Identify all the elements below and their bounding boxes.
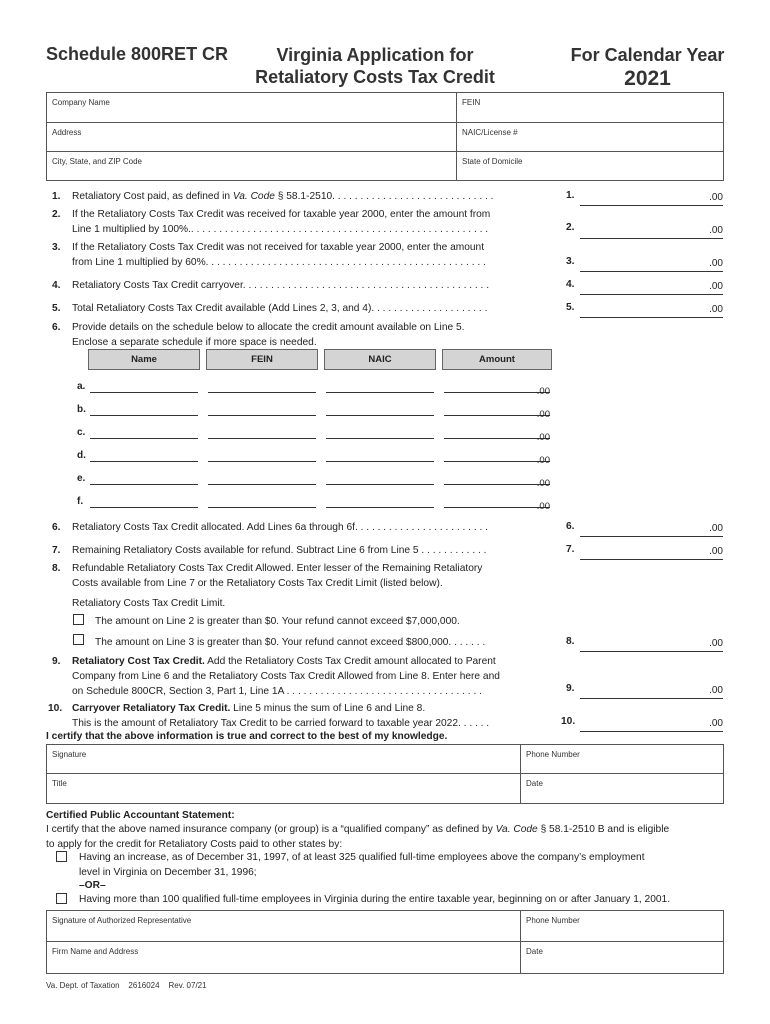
naic-field[interactable]: [457, 123, 723, 152]
line-2: [52, 207, 490, 237]
line-2-ref: 2.: [566, 222, 575, 233]
alloc-row-label: e.: [77, 473, 86, 484]
alloc-amount-cents: .00: [536, 409, 550, 420]
cpa-text-italic: Va. Code: [495, 824, 538, 835]
city-state-zip-field[interactable]: [47, 152, 457, 180]
alloc-amount-field[interactable]: [444, 473, 550, 489]
alloc-amount-cents: .00: [536, 501, 550, 512]
domicile-field[interactable]: [457, 152, 723, 180]
cpa-option-1: [79, 850, 645, 880]
line-4-number: 4.: [52, 280, 61, 291]
alloc-fein-field[interactable]: [208, 381, 316, 393]
line-10-ref: 10.: [561, 716, 576, 727]
fein-label: FEIN: [462, 98, 481, 107]
line-2-cents: .00: [709, 225, 723, 236]
line-5: [52, 301, 487, 316]
alloc-row-label: b.: [77, 404, 86, 415]
footer-dept: Va. Dept. of Taxation: [46, 981, 120, 990]
line-8: [52, 561, 482, 591]
line-1-text: Retaliatory Cost paid, as defined in: [72, 191, 233, 202]
line-1-text-rest: § 58.1-2510. . . . . . . . . . . . . . . . . . . . . . . . . . . . .: [274, 191, 494, 202]
alloc-amount-cents: .00: [536, 432, 550, 443]
alloc-row-label: c.: [77, 427, 86, 438]
line-1-number: 1.: [52, 191, 61, 202]
calendar-year-block: [560, 44, 735, 90]
alloc-amount-cents: .00: [536, 455, 550, 466]
line-6-instructions: [52, 320, 464, 350]
cpa-paragraph: [46, 822, 736, 852]
cpa-text-2: to apply for the credit for Retaliatory Costs paid to other states by:: [46, 839, 343, 850]
line-6-ref: 6.: [566, 521, 575, 532]
line-1-cents: .00: [709, 192, 723, 203]
limit-option-2-checkbox[interactable]: [73, 634, 84, 645]
line-10-bold: Carryover Retaliatory Tax Credit.: [72, 703, 231, 714]
cpa-firm-label: Firm Name and Address: [52, 947, 139, 956]
line-3-cents: .00: [709, 258, 723, 269]
alloc-header-naic: NAIC: [324, 349, 436, 370]
line-6-text1: Provide details on the schedule below to allocate the credit amount available on Line 5.: [72, 322, 465, 333]
alloc-amount-field[interactable]: [444, 450, 550, 466]
line-1-italic: Va. Code: [232, 191, 275, 202]
line-3-text2: from Line 1 multiplied by 60%. . . . . . . . . . . . . . . . . . . . . . . . . . . . . . . . . . . . . . . . . . . . . . . . . .: [72, 257, 486, 268]
line-6-total-text: Retaliatory Costs Tax Credit allocated. Add Lines 6a through 6f. . . . . . . . . . . . . . . . . . . . . . . .: [72, 522, 488, 533]
fein-field[interactable]: [457, 93, 723, 123]
alloc-naic-field[interactable]: [326, 450, 434, 462]
footer: [46, 981, 207, 990]
line-6-number: 6.: [52, 322, 61, 333]
line-9-ref: 9.: [566, 683, 575, 694]
line-10-number: 10.: [48, 703, 63, 714]
domicile-label: State of Domicile: [462, 157, 523, 166]
line-1-amount[interactable]: [580, 192, 723, 206]
form-title-line2: Retaliatory Costs Tax Credit: [255, 67, 495, 87]
alloc-name-field[interactable]: [90, 404, 198, 416]
line-4-amount[interactable]: [580, 281, 723, 295]
company-name-label: Company Name: [52, 98, 110, 107]
line-7-amount[interactable]: [580, 546, 723, 560]
line-5-ref: 5.: [566, 302, 575, 313]
footer-code: 2616024: [128, 981, 160, 990]
cpa-option-1-text-a: Having an increase, as of December 31, 1997, of at least 325 qualified full-time employees above the company’s employment: [79, 852, 645, 863]
city-state-zip-label: City, State, and ZIP Code: [52, 157, 142, 166]
line-7-text: Remaining Retaliatory Costs available for refund. Subtract Line 6 from Line 5 . . . . . . . . . . . .: [72, 545, 487, 556]
cpa-option-1-text-b: level in Virginia on December 31, 1996;: [79, 867, 257, 878]
certification-statement: I certify that the above information is true and correct to the best of my knowledge.: [46, 731, 448, 742]
line-10-text2: This is the amount of Retaliatory Tax Credit to be carried forward to taxable year 2022. . . . . .: [72, 718, 490, 729]
line-5-cents: .00: [709, 304, 723, 315]
alloc-header-name: Name: [88, 349, 200, 370]
alloc-amount-field[interactable]: [444, 381, 550, 397]
line-6-amount[interactable]: [580, 523, 723, 537]
alloc-name-field[interactable]: [90, 496, 198, 508]
line-5-text: Total Retaliatory Costs Tax Credit available (Add Lines 2, 3, and 4). . . . . . . . . . . . . . . . . . . . .: [72, 303, 488, 314]
naic-label: NAIC/License #: [462, 128, 518, 137]
limit-option-1-text: The amount on Line 2 is greater than $0. Your refund cannot exceed $7,000,000.: [95, 616, 460, 627]
line-8-text1: Refundable Retaliatory Costs Tax Credit Allowed. Enter lesser of the Remaining Retaliatory: [72, 563, 483, 574]
line-3-text1: If the Retaliatory Costs Tax Credit was not received for taxable year 2000, enter the amount: [72, 242, 485, 253]
alloc-name-field[interactable]: [90, 473, 198, 485]
cpa-heading: Certified Public Accountant Statement:: [46, 810, 235, 821]
line-3-amount[interactable]: [580, 258, 723, 272]
line-4-ref: 4.: [566, 279, 575, 290]
alloc-fein-field[interactable]: [208, 427, 316, 439]
line-7-ref: 7.: [566, 544, 575, 555]
line-10: [48, 701, 489, 731]
line-6-text2: Enclose a separate schedule if more space is needed.: [72, 337, 317, 348]
line-7-cents: .00: [709, 546, 723, 557]
credit-limit-label: Retaliatory Costs Tax Credit Limit.: [72, 598, 226, 609]
alloc-amount-cents: .00: [536, 478, 550, 489]
alloc-naic-field[interactable]: [326, 381, 434, 393]
alloc-name-field[interactable]: [90, 450, 198, 462]
line-9-number: 9.: [52, 656, 61, 667]
line-4-text: Retaliatory Costs Tax Credit carryover. . . . . . . . . . . . . . . . . . . . . . . . . . . . . . . . . . . . . . . . . . . .: [72, 280, 490, 291]
calendar-year-label: For Calendar Year: [570, 45, 725, 65]
alloc-amount-field[interactable]: [444, 404, 550, 420]
line-8-text2: Costs available from Line 7 or the Retaliatory Costs Tax Credit Limit (listed below).: [72, 578, 443, 589]
calendar-year: 2021: [624, 67, 671, 90]
title-label: Title: [52, 779, 67, 788]
line-6-cents: .00: [709, 523, 723, 534]
line-10-text1: Line 5 minus the sum of Line 6 and Line 8.: [230, 703, 426, 714]
company-info-box: [46, 92, 724, 181]
cpa-option-2-checkbox[interactable]: [56, 893, 67, 904]
limit-option-1-checkbox[interactable]: [73, 614, 84, 625]
alloc-naic-field[interactable]: [326, 496, 434, 508]
line-5-amount[interactable]: [580, 304, 723, 318]
line-1: [52, 189, 493, 204]
line-7-number: 7.: [52, 545, 61, 556]
signature-field[interactable]: [47, 745, 521, 774]
footer-rev: Rev. 07/21: [168, 981, 207, 990]
alloc-row-label: f.: [77, 496, 84, 507]
alloc-fein-field[interactable]: [208, 404, 316, 416]
form-title-line1: Virginia Application for: [276, 45, 474, 65]
alloc-naic-field[interactable]: [326, 427, 434, 439]
line-4-cents: .00: [709, 281, 723, 292]
alloc-header-fein: FEIN: [206, 349, 318, 370]
line-3-ref: 3.: [566, 256, 575, 267]
line-4: [52, 278, 489, 293]
phone-label: Phone Number: [526, 750, 580, 759]
line-2-amount[interactable]: [580, 225, 723, 239]
alloc-naic-field[interactable]: [326, 473, 434, 485]
cpa-signature-box: [46, 910, 724, 974]
cpa-phone-field[interactable]: [521, 911, 723, 942]
line-3: [52, 240, 486, 270]
form-title: [240, 44, 510, 88]
line-9-cents: .00: [709, 685, 723, 696]
line-9-text1: Add the Retaliatory Costs Tax Credit amount allocated to Parent: [204, 656, 496, 667]
alloc-name-field[interactable]: [90, 381, 198, 393]
cpa-option-2-text: Having more than 100 qualified full-time employees in Virginia during the entire taxable year, beginning on or after January 1, 2001.: [79, 894, 671, 905]
line-1-ref: 1.: [566, 190, 575, 201]
alloc-naic-field[interactable]: [326, 404, 434, 416]
line-6-total: [52, 520, 488, 535]
cpa-signature-field[interactable]: [47, 911, 521, 942]
cpa-date-field[interactable]: [521, 942, 723, 973]
alloc-fein-field[interactable]: [208, 496, 316, 508]
line-3-number: 3.: [52, 242, 61, 253]
phone-field[interactable]: [521, 745, 723, 774]
line-5-number: 5.: [52, 303, 61, 314]
alloc-amount-cents: .00: [536, 386, 550, 397]
schedule-id: Schedule 800RET CR: [46, 44, 229, 64]
address-field[interactable]: [47, 123, 457, 152]
limit-option-2-text: The amount on Line 3 is greater than $0. Your refund cannot exceed $800,000. . . . . . .: [95, 637, 486, 648]
line-9-amount[interactable]: [580, 685, 723, 699]
date-field[interactable]: [521, 774, 723, 803]
line-10-amount[interactable]: [580, 718, 723, 732]
cpa-signature-label: Signature of Authorized Representative: [52, 916, 192, 925]
cpa-text-1b: § 58.1-2510 B and is eligible: [537, 824, 670, 835]
alloc-fein-field[interactable]: [208, 473, 316, 485]
line-2-number: 2.: [52, 209, 61, 220]
alloc-amount-field[interactable]: [444, 496, 550, 512]
cpa-date-label: Date: [526, 947, 543, 956]
title-field[interactable]: [47, 774, 521, 803]
cpa-or: –OR–: [79, 880, 106, 891]
alloc-row-label: a.: [77, 381, 86, 392]
cpa-firm-field[interactable]: [47, 942, 521, 973]
cpa-text-1a: I certify that the above named insurance company (or group) is a “qualified company” as defined by: [46, 824, 496, 835]
line-10-cents: .00: [709, 718, 723, 729]
line-9-bold: Retaliatory Cost Tax Credit.: [72, 656, 205, 667]
alloc-fein-field[interactable]: [208, 450, 316, 462]
alloc-header-amount: Amount: [442, 349, 552, 370]
line-9: [52, 654, 500, 699]
line-9-text3: on Schedule 800CR, Section 3, Part 1, Line 1A . . . . . . . . . . . . . . . . . . . . . . . . . . . . . . . . . . .: [72, 686, 482, 697]
date-label: Date: [526, 779, 543, 788]
address-label: Address: [52, 128, 82, 137]
alloc-amount-field[interactable]: [444, 427, 550, 443]
line-8-amount[interactable]: [580, 638, 723, 652]
line-9-text2: Company from Line 6 and the Retaliatory Costs Tax Credit Allowed from Line 8. Enter here and: [72, 671, 500, 682]
line-8-number: 8.: [52, 563, 61, 574]
alloc-row-label: d.: [77, 450, 86, 461]
line-8-cents: .00: [709, 638, 723, 649]
line-7: [52, 543, 486, 558]
signature-label: Signature: [52, 750, 87, 759]
line-2-text2: Line 1 multiplied by 100%.. . . . . . . . . . . . . . . . . . . . . . . . . . . . . . . . . . . . . . . . . . . . . . . . . . . . .: [72, 224, 489, 235]
line-2-text1: If the Retaliatory Costs Tax Credit was received for taxable year 2000, enter the amount from: [72, 209, 491, 220]
line-6-total-number: 6.: [52, 522, 61, 533]
certification-box: [46, 744, 724, 804]
alloc-name-field[interactable]: [90, 427, 198, 439]
company-name-field[interactable]: [47, 93, 457, 123]
line-8-ref: 8.: [566, 636, 575, 647]
cpa-phone-label: Phone Number: [526, 916, 580, 925]
cpa-option-1-checkbox[interactable]: [56, 851, 67, 862]
